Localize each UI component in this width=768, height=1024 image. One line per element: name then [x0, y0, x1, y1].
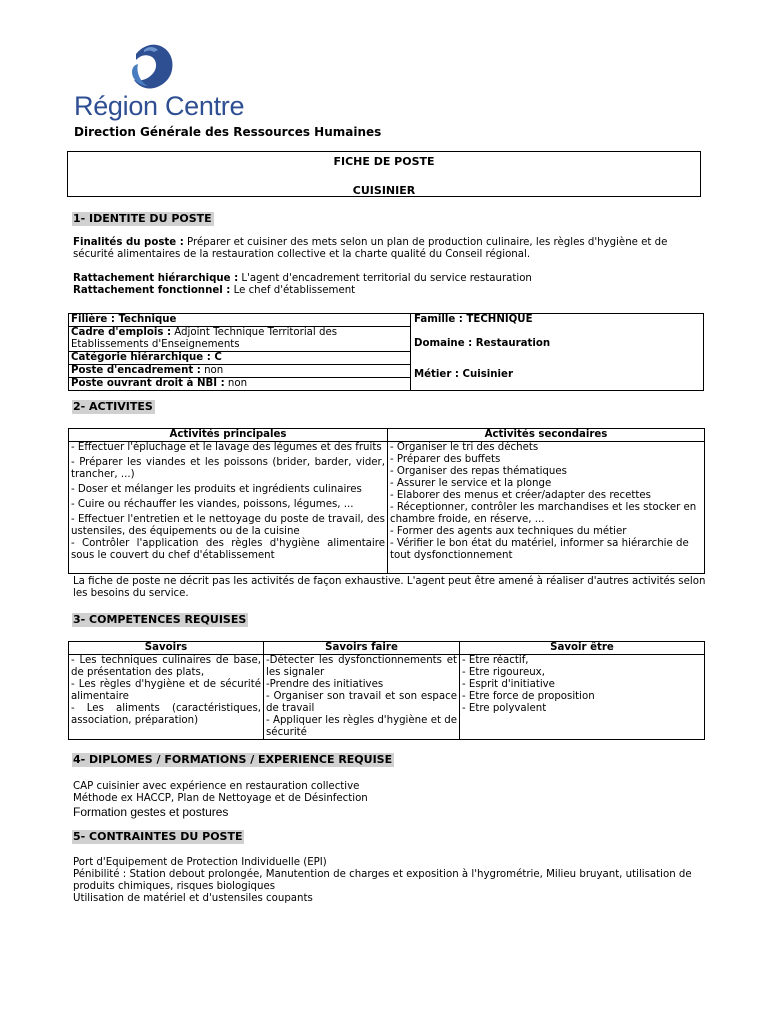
cadre-label: Cadre d'emplois :	[71, 327, 172, 338]
formation-line: Méthode ex HACCP, Plan de Nettoyage et de Désinfection	[73, 793, 368, 804]
rattachement-h-label: Rattachement hiérarchique :	[73, 273, 239, 284]
encadrement-cell	[69, 365, 411, 378]
diplome-line: CAP cuisinier avec expérience en restauration collective	[73, 781, 360, 792]
list-item: - Effectuer l'épluchage et le lavage des légumes et des fruits	[71, 442, 382, 453]
categorie-cell: Catégorie hiérarchique : C	[69, 352, 411, 365]
finalites-label: Finalités du poste :	[73, 237, 184, 248]
savoir-etre-cell	[460, 655, 705, 740]
list-item: - Former des agents aux techniques du métier	[390, 526, 627, 537]
section-heading-contraintes: 5- CONTRAINTES DU POSTE	[73, 830, 243, 843]
competences-table	[68, 641, 705, 740]
domaine-label: Domaine : Restauration	[414, 338, 551, 349]
list-item: - Les techniques culinaires de base, de présentation des plats,	[71, 655, 261, 678]
list-item: - Etre force de proposition	[462, 691, 595, 702]
list-item: - Organiser des repas thématiques	[390, 466, 567, 477]
list-item: - Organiser son travail et son espace de travail	[266, 691, 457, 714]
list-item: - Effectuer l'entretien et le nettoyage du poste de travail, des ustensiles, des équipements ou de la cuisine	[71, 514, 385, 537]
section-heading-diplomes: 4- DIPLOMES / FORMATIONS / EXPERIENCE REQUISE	[73, 753, 393, 766]
rattachement-f-text: Le chef d'établissement	[230, 285, 356, 296]
rattachement-fonctionnel	[73, 285, 703, 297]
list-item: - Doser et mélanger les produits et ingrédients culinaires	[71, 484, 362, 495]
rattachement-h-text: L'agent d'encadrement territorial du service restauration	[238, 273, 532, 284]
list-item: - Organiser le tri des déchets	[390, 442, 539, 453]
list-item: - Cuire ou réchauffer les viandes, poissons, légumes, ...	[71, 499, 354, 510]
list-item: - Vérifier le bon état du matériel, informer sa hiérarchie de tout dysfonctionnement	[390, 538, 689, 561]
finalites-paragraph	[73, 237, 703, 261]
document-title: FICHE DE POSTE	[333, 155, 435, 168]
list-item: - Etre rigoureux,	[462, 667, 545, 678]
rattachement-hierarchique	[73, 273, 703, 285]
activites-secondaires-cell	[388, 442, 705, 574]
identity-info-table	[68, 313, 704, 391]
cadre-cell	[69, 327, 411, 352]
department-title: Direction Générale des Ressources Humaines	[74, 125, 382, 139]
famille-label: Famille : TECHNIQUE	[414, 314, 533, 325]
materiel-line: Utilisation de matériel et d'ustensiles coupants	[73, 893, 313, 904]
logo-text: Région Centre	[74, 91, 245, 121]
list-item: -Détecter les dysfonctionnements et les signaler	[266, 655, 457, 678]
metier-label: Métier : Cuisinier	[414, 369, 513, 380]
finalites-text: Préparer et cuisiner des mets selon un plan de production culinaire, les règles d'hygiène et de sécurité alimentaires de la restauration collective et la charte qualité du Conseil régional.	[73, 237, 668, 260]
section-heading-activites: 2- ACTIVITES	[73, 400, 153, 413]
list-item: - Etre réactif,	[462, 655, 529, 666]
encadrement-label: Poste d'encadrement :	[71, 365, 201, 376]
list-item: - Appliquer les règles d'hygiène et de sécurité	[266, 715, 457, 738]
title-box	[67, 151, 701, 197]
rattachement-f-label: Rattachement fonctionnel :	[73, 285, 231, 296]
list-item: - Préparer les viandes et les poissons (brider, barder, vider, trancher, ...)	[71, 457, 385, 480]
filiere-cell: Filière : Technique	[69, 314, 411, 327]
famille-cell	[411, 314, 704, 391]
list-item: - Elaborer des menus et créer/adapter des recettes	[390, 490, 651, 501]
list-item: - Etre polyvalent	[462, 703, 547, 714]
activites-secondaires-header: Activités secondaires	[388, 429, 705, 442]
section-heading-identite: 1- IDENTITE DU POSTE	[73, 212, 212, 225]
list-item: - Assurer le service et la plonge	[390, 478, 552, 489]
list-item: - Les règles d'hygiène et de sécurité alimentaire	[71, 679, 261, 702]
nbi-label: Poste ouvrant droit à NBI :	[71, 378, 225, 389]
savoirs-faire-cell	[264, 655, 460, 740]
list-item: - Esprit d'initiative	[462, 679, 555, 690]
savoirs-faire-header: Savoirs faire	[264, 642, 460, 655]
nbi-text: non	[224, 378, 248, 389]
activities-note: La fiche de poste ne décrit pas les activités de façon exhaustive. L'agent peut être amené à réaliser d'autres activités selon les besoins du service.	[73, 576, 706, 599]
cadre-text: Adjoint Technique Territorial des Etablissements d'Enseignements	[71, 327, 338, 350]
activities-table	[68, 428, 705, 574]
activites-principales-header: Activités principales	[69, 429, 388, 442]
job-title: CUISINIER	[352, 184, 416, 197]
list-item: - Les aliments (caractéristiques, association, préparation)	[71, 703, 261, 726]
list-item: - Contrôler l'application des règles d'hygiène alimentaire sous le couvert du chef d'établissement	[71, 538, 385, 561]
list-item: -Prendre des initiatives	[266, 679, 384, 690]
list-item: - Préparer des buffets	[390, 454, 501, 465]
encadrement-text: non	[200, 365, 224, 376]
nbi-cell	[69, 378, 411, 391]
activites-principales-cell	[69, 442, 388, 574]
savoirs-cell	[69, 655, 264, 740]
list-item: - Réceptionner, contrôler les marchandises et les stocker en chambre froide, en réserve, ...	[390, 502, 697, 525]
gestes-postures-line: Formation gestes et postures	[73, 805, 229, 819]
penibilite-line: Pénibilité : Station debout prolongée, Manutention de charges et exposition à l'hygrométrie, Milieu bruyant, utilisation de produits chimiques, risques biologiques	[73, 869, 692, 892]
epi-line: Port d'Equipement de Protection Individuelle (EPI)	[73, 857, 327, 868]
section-heading-competences: 3- COMPETENCES REQUISES	[73, 613, 247, 626]
savoir-etre-header: Savoir être	[460, 642, 705, 655]
savoirs-header: Savoirs	[69, 642, 264, 655]
